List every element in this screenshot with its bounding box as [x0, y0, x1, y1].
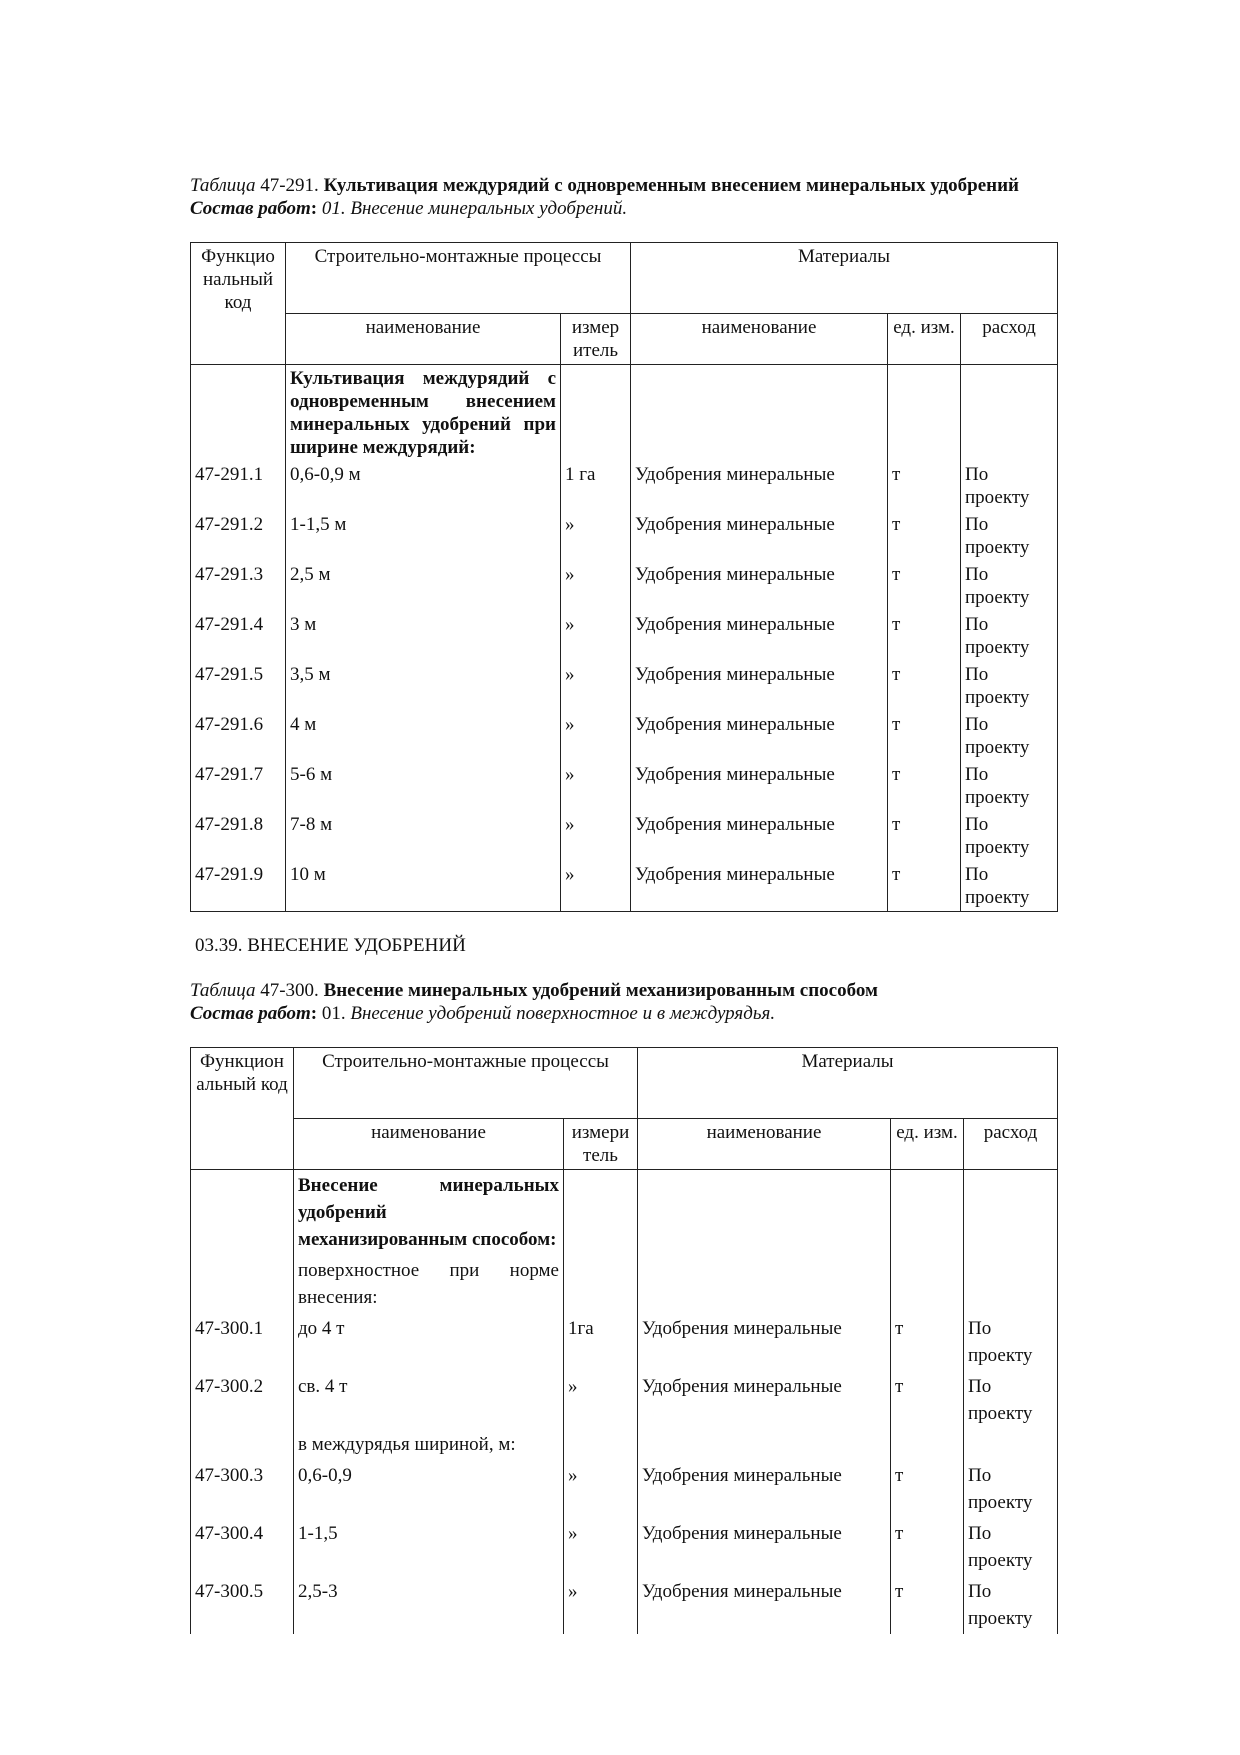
row-unit: т [888, 511, 961, 561]
table2-caption-number: 47-300. [255, 980, 324, 1001]
table-row [191, 1518, 1058, 1576]
row-material: Удобрения минеральные [631, 561, 888, 611]
table-row [191, 1371, 1058, 1429]
row-unit: т [891, 1371, 964, 1429]
table2-caption-prefix: Таблица [190, 980, 256, 1001]
table2 [190, 1047, 1058, 1634]
row-consumption: По проекту [961, 611, 1058, 661]
row-meter: » [561, 511, 631, 561]
row-consumption: По проекту [964, 1371, 1058, 1429]
table2-composition-text: Внесение удобрений поверхностное и в междурядья. [350, 1003, 776, 1024]
table2-header-code: Функцион альный код [191, 1048, 294, 1170]
row-consumption: По проекту [964, 1313, 1058, 1371]
table-row [191, 861, 1058, 912]
table2-header-processes: Строительно-монтажные процессы [294, 1048, 638, 1119]
table1-composition-text: 01. Внесение минеральных удобрений. [321, 198, 628, 219]
table-row [191, 1576, 1058, 1634]
table-row [191, 761, 1058, 811]
table1-header-materials: Материалы [631, 243, 1058, 314]
row-code: 47-291.1 [191, 461, 286, 511]
row-material: Удобрения минеральные [631, 711, 888, 761]
table2-header-consumption: расход [964, 1119, 1058, 1170]
row-unit: т [891, 1313, 964, 1371]
row-name: 0,6-0,9 [294, 1460, 564, 1518]
table-row [191, 661, 1058, 711]
row-consumption: По проекту [964, 1460, 1058, 1518]
row-material: Удобрения минеральные [638, 1313, 891, 1371]
row-consumption: По проекту [961, 711, 1058, 761]
row-unit: т [888, 861, 961, 912]
table-row [191, 511, 1058, 561]
row-meter: » [561, 761, 631, 811]
table1-header-name: наименование [286, 314, 561, 365]
table1-header-unit: ед. изм. [888, 314, 961, 365]
spacer-cell [564, 1429, 638, 1460]
row-unit: т [888, 661, 961, 711]
row-meter: 1га [564, 1313, 638, 1371]
table2-header-materials: Материалы [638, 1048, 1058, 1119]
row-unit: т [888, 611, 961, 661]
row-meter: » [561, 661, 631, 711]
row-material: Удобрения минеральные [638, 1460, 891, 1518]
row-name: 2,5-3 [294, 1576, 564, 1634]
row-material: Удобрения минеральные [631, 761, 888, 811]
row-code: 47-291.9 [191, 861, 286, 912]
table-row [191, 1460, 1058, 1518]
row-unit: т [888, 711, 961, 761]
row-meter: » [564, 1576, 638, 1634]
row-consumption: По проекту [961, 811, 1058, 861]
row-unit: т [888, 561, 961, 611]
row-meter: » [561, 861, 631, 912]
row-code: 47-300.2 [191, 1371, 294, 1429]
row-unit: т [888, 761, 961, 811]
table-row [191, 561, 1058, 611]
row-name: 0,6-0,9 м [286, 461, 561, 511]
row-name: 4 м [286, 711, 561, 761]
table2-composition-label: Состав работ [190, 1003, 311, 1024]
row-meter: » [564, 1460, 638, 1518]
row-code: 47-300.4 [191, 1518, 294, 1576]
row-material: Удобрения минеральные [631, 611, 888, 661]
table2-subgroup-surface: поверхностное при норме внесения: [294, 1255, 564, 1313]
table2-header-unit: ед. изм. [891, 1119, 964, 1170]
row-material: Удобрения минеральные [631, 511, 888, 561]
table1-caption-title: Культивация междурядий с одновременным внесением минеральных удобрений [323, 175, 1019, 196]
row-meter: » [561, 711, 631, 761]
row-meter: » [564, 1518, 638, 1576]
table1-caption [190, 174, 1060, 197]
table-row [191, 611, 1058, 661]
row-unit: т [891, 1576, 964, 1634]
row-code: 47-300.5 [191, 1576, 294, 1634]
row-meter: 1 га [561, 461, 631, 511]
row-material: Удобрения минеральные [631, 661, 888, 711]
row-code: 47-291.8 [191, 811, 286, 861]
table2-header-name: наименование [294, 1119, 564, 1170]
table2-composition-num: 01. [321, 1003, 351, 1024]
row-consumption: По проекту [961, 561, 1058, 611]
spacer-cell [891, 1429, 964, 1460]
row-code: 47-291.4 [191, 611, 286, 661]
spacer-cell [964, 1429, 1058, 1460]
table-row [191, 1313, 1058, 1371]
row-consumption: По проекту [961, 661, 1058, 711]
table1-header-meter: измер итель [561, 314, 631, 365]
table1-composition: Состав работ: 01. Внесение минеральных удобрений. [190, 198, 628, 219]
table-row [191, 811, 1058, 861]
spacer-cell [638, 1429, 891, 1460]
table2-group-title: Внесение минеральных удобрений механизированным способом: [294, 1170, 564, 1256]
row-meter: » [561, 811, 631, 861]
table1-header-code: Функцио нальный код [191, 243, 286, 365]
row-consumption: По проекту [961, 511, 1058, 561]
row-code: 47-291.3 [191, 561, 286, 611]
row-meter: » [561, 611, 631, 661]
row-name: 7-8 м [286, 811, 561, 861]
row-consumption: По проекту [964, 1576, 1058, 1634]
row-meter: » [561, 561, 631, 611]
row-name: 5-6 м [286, 761, 561, 811]
row-name: до 4 т [294, 1313, 564, 1371]
row-name: 2,5 м [286, 561, 561, 611]
row-consumption: По проекту [961, 861, 1058, 912]
row-code: 47-291.5 [191, 661, 286, 711]
table1 [190, 242, 1058, 912]
document-page [190, 174, 1060, 1634]
row-code: 47-300.1 [191, 1313, 294, 1371]
row-name: 1-1,5 м [286, 511, 561, 561]
row-material: Удобрения минеральные [631, 461, 888, 511]
table1-group-title: Культивация междурядий с одновременным внесением минеральных удобрений при ширине междурядий: [286, 365, 561, 462]
table2-header-meter: измери тель [564, 1119, 638, 1170]
table1-composition-label: Состав работ [190, 198, 311, 219]
row-name: 10 м [286, 861, 561, 912]
section-heading: 03.39. ВНЕСЕНИЕ УДОБРЕНИЙ [195, 935, 466, 956]
row-consumption: По проекту [961, 461, 1058, 511]
row-material: Удобрения минеральные [631, 861, 888, 912]
row-code: 47-291.2 [191, 511, 286, 561]
table2-header-mat-name: наименование [638, 1119, 891, 1170]
table1-caption-prefix: Таблица [190, 175, 256, 196]
row-meter: » [564, 1371, 638, 1429]
row-code: 47-291.7 [191, 761, 286, 811]
row-unit: т [891, 1518, 964, 1576]
row-unit: т [891, 1460, 964, 1518]
row-name: св. 4 т [294, 1371, 564, 1429]
table1-header-consumption: расход [961, 314, 1058, 365]
row-code: 47-291.6 [191, 711, 286, 761]
row-code: 47-300.3 [191, 1460, 294, 1518]
row-consumption: По проекту [964, 1518, 1058, 1576]
spacer-cell [191, 1429, 294, 1460]
row-unit: т [888, 461, 961, 511]
table1-header-mat-name: наименование [631, 314, 888, 365]
table2-subgroup-rows: в междурядья шириной, м: [294, 1429, 564, 1460]
row-material: Удобрения минеральные [638, 1371, 891, 1429]
row-consumption: По проекту [961, 761, 1058, 811]
row-material: Удобрения минеральные [638, 1518, 891, 1576]
row-unit: т [888, 811, 961, 861]
table1-header-processes: Строительно-монтажные процессы [286, 243, 631, 314]
row-name: 3,5 м [286, 661, 561, 711]
row-name: 3 м [286, 611, 561, 661]
table2-caption-title: Внесение минеральных удобрений механизированным способом [323, 980, 878, 1001]
row-material: Удобрения минеральные [631, 811, 888, 861]
table2-composition: Состав работ: 01. Внесение удобрений поверхностное и в междурядья. [190, 1003, 776, 1024]
table-row [191, 461, 1058, 511]
table2-caption [190, 979, 1060, 1002]
row-name: 1-1,5 [294, 1518, 564, 1576]
row-material: Удобрения минеральные [638, 1576, 891, 1634]
table-row [191, 711, 1058, 761]
table1-caption-number: 47-291. [255, 175, 324, 196]
